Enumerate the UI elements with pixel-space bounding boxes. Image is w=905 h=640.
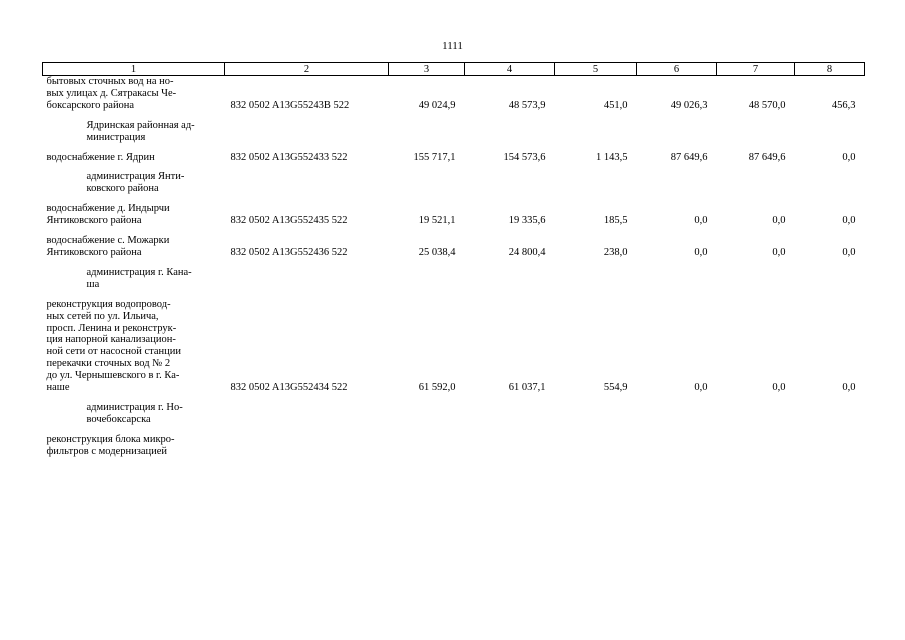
- value-cell-8: 0,0: [842, 382, 856, 394]
- name-line: администрация г. Но-: [86, 401, 183, 413]
- value-cell-3: 19 521,1: [418, 215, 456, 227]
- name-line: Янтиковского района: [46, 215, 142, 227]
- empty-cells: [225, 171, 865, 195]
- row-spacer: [43, 112, 865, 120]
- value-cell-3: 61 592,0: [418, 382, 456, 394]
- organization-name: [43, 267, 225, 291]
- value-cell-6: [637, 434, 717, 458]
- value-cell-6: 87 649,6: [670, 151, 708, 163]
- value-cell-7: [717, 434, 795, 458]
- table-row: [43, 203, 865, 227]
- value-cell-6: 0,0: [694, 215, 708, 227]
- name-line: водоснабжение г. Ядрин: [46, 151, 155, 163]
- name-line: реконструкция блока микро-: [46, 433, 175, 445]
- value-cell-7: 0,0: [772, 382, 786, 394]
- column-header-6: 6: [637, 63, 717, 76]
- name-line: до ул. Чернышевского в г. Ка-: [46, 370, 180, 382]
- name-line: наше: [46, 382, 70, 394]
- column-header-2: 2: [225, 63, 389, 76]
- name-line: ных сетей по ул. Ильича,: [46, 310, 159, 322]
- empty-cells: [225, 267, 865, 291]
- name-line: администрация Янти-: [86, 171, 185, 183]
- name-line: водоснабжение с. Можарки: [46, 235, 170, 247]
- name-line: боксарского района: [46, 99, 135, 111]
- value-cell-5: 1 143,5: [596, 151, 628, 163]
- organization-name: [43, 402, 225, 426]
- row-spacer: [43, 394, 865, 402]
- name-line: вых улицах д. Сятракасы Че-: [46, 87, 177, 99]
- value-cell-3: 155 717,1: [413, 151, 456, 163]
- table-row: [43, 76, 865, 112]
- table-row: [43, 299, 865, 394]
- name-line: ша: [86, 278, 100, 290]
- organization-row: [43, 171, 865, 195]
- row-spacer: [43, 259, 865, 267]
- value-cell-5: [555, 434, 637, 458]
- budget-code: 832 0502 A13G55243B 522: [230, 99, 350, 111]
- name-line: администрация г. Кана-: [86, 266, 192, 278]
- value-cell-4: 61 037,1: [508, 382, 546, 394]
- row-spacer-cell: [43, 426, 865, 434]
- name-line: Ядринская районная ад-: [86, 119, 195, 131]
- column-header-7: 7: [717, 63, 795, 76]
- row-spacer-cell: [43, 163, 865, 171]
- value-cell-8: 0,0: [842, 246, 856, 258]
- column-header-8: 8: [795, 63, 865, 76]
- organization-name: [43, 120, 225, 144]
- name-line: вочебоксарска: [86, 413, 151, 425]
- table-row: [43, 152, 865, 164]
- value-cell-5: 185,5: [603, 215, 628, 227]
- table-row: [43, 434, 865, 458]
- item-name: [43, 235, 225, 259]
- name-line: бытовых сточных вод на но-: [46, 76, 174, 87]
- row-spacer-cell: [43, 291, 865, 299]
- name-line: министрация: [86, 131, 146, 143]
- organization-name: [43, 171, 225, 195]
- value-cell-7: 0,0: [772, 246, 786, 258]
- budget-code: 832 0502 A13G552434 522: [230, 382, 348, 394]
- value-cell-5: 238,0: [603, 246, 628, 258]
- value-cell-7: 0,0: [772, 215, 786, 227]
- row-spacer-cell: [43, 144, 865, 152]
- name-line: фильтров с модернизацией: [46, 445, 168, 457]
- row-spacer-cell: [43, 394, 865, 402]
- value-cell-3: 49 024,9: [418, 99, 456, 111]
- budget-code: 832 0502 A13G552433 522: [230, 151, 348, 163]
- value-cell-8: 0,0: [842, 151, 856, 163]
- name-line: ковского района: [86, 183, 159, 195]
- column-header-5: 5: [555, 63, 637, 76]
- value-cell-8: [795, 434, 865, 458]
- row-spacer: [43, 291, 865, 299]
- value-cell-7: 48 570,0: [748, 99, 786, 111]
- value-cell-5: 451,0: [603, 99, 628, 111]
- table-body: [43, 76, 865, 458]
- budget-code: [225, 434, 389, 458]
- value-cell-8: 0,0: [842, 215, 856, 227]
- page-number: 1111: [442, 40, 463, 52]
- budget-table: [42, 62, 865, 458]
- value-cell-6: 49 026,3: [670, 99, 708, 111]
- budget-code: 832 0502 A13G552436 522: [230, 246, 348, 258]
- item-name: [43, 299, 225, 394]
- value-cell-4: 48 573,9: [508, 99, 546, 111]
- empty-cells: [225, 402, 865, 426]
- name-line: ция напорной канализацион-: [46, 334, 176, 346]
- value-cell-4: 19 335,6: [508, 215, 546, 227]
- column-header-3: 3: [389, 63, 465, 76]
- row-spacer-cell: [43, 227, 865, 235]
- empty-cells: [225, 120, 865, 144]
- value-cell-6: 0,0: [694, 382, 708, 394]
- row-spacer-cell: [43, 259, 865, 267]
- budget-code: 832 0502 A13G552435 522: [230, 215, 348, 227]
- row-spacer: [43, 144, 865, 152]
- value-cell-4: [465, 434, 555, 458]
- organization-row: [43, 120, 865, 144]
- table-row: [43, 235, 865, 259]
- value-cell-3: 25 038,4: [418, 246, 456, 258]
- item-name: [43, 203, 225, 227]
- row-spacer: [43, 426, 865, 434]
- item-name: [43, 76, 225, 112]
- column-header-4: 4: [465, 63, 555, 76]
- value-cell-5: 554,9: [603, 382, 628, 394]
- item-name: [43, 434, 225, 458]
- value-cell-8: 456,3: [831, 99, 856, 111]
- value-cell-4: 24 800,4: [508, 246, 546, 258]
- name-line: Янтиковского района: [46, 246, 142, 258]
- value-cell-3: [389, 434, 465, 458]
- value-cell-4: 154 573,6: [503, 151, 546, 163]
- value-cell-7: 87 649,6: [748, 151, 786, 163]
- row-spacer: [43, 227, 865, 235]
- value-cell-6: 0,0: [694, 246, 708, 258]
- name-line: просп. Ленина и реконструк-: [46, 322, 177, 334]
- name-line: водоснабжение д. Индырчи: [46, 203, 170, 215]
- row-spacer: [43, 195, 865, 203]
- name-line: перекачки сточных вод № 2: [46, 358, 171, 370]
- organization-row: [43, 402, 865, 426]
- row-spacer-cell: [43, 112, 865, 120]
- row-spacer: [43, 163, 865, 171]
- name-line: ной сети от насосной станции: [46, 346, 181, 358]
- row-spacer-cell: [43, 195, 865, 203]
- column-header-1: 1: [43, 63, 225, 76]
- item-name: [43, 152, 225, 164]
- organization-row: [43, 267, 865, 291]
- name-line: реконструкция водопровод-: [46, 298, 171, 310]
- header-row: [43, 63, 865, 76]
